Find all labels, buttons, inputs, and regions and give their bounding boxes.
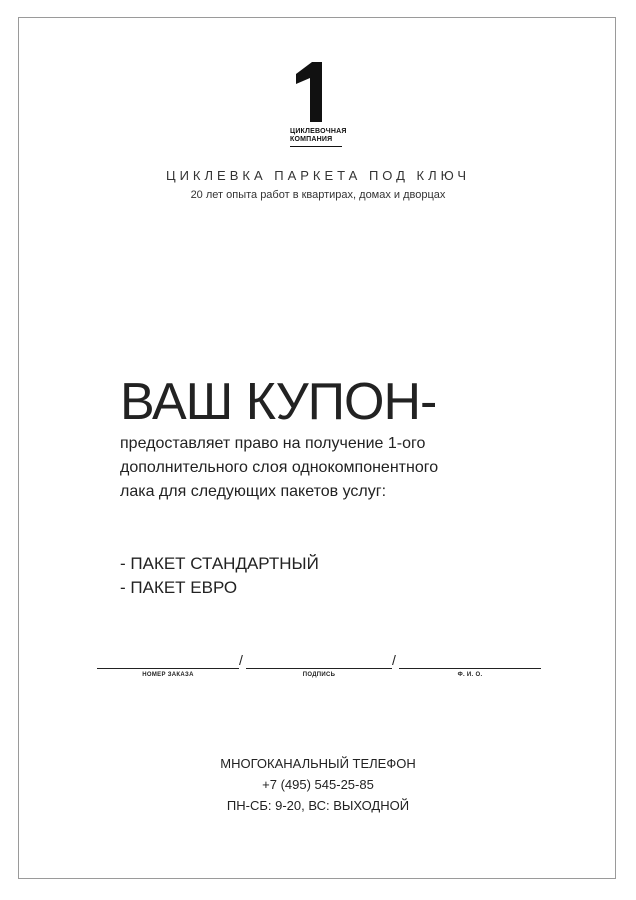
full-name-label: Ф. И. О. [457,672,483,678]
contact-block [0,753,636,816]
logo-line-1: ЦИКЛЕВОЧНАЯ [290,128,347,135]
logo-text [290,128,347,144]
signature-line[interactable] [246,654,392,669]
package-standard: - ПАКЕТ СТАНДАРТНЫЙ [120,554,319,573]
package-list [120,552,319,600]
signature-label: ПОДПИСЬ [302,672,336,678]
separator-slash-2: / [392,652,396,668]
separator-slash-1: / [239,652,243,668]
tagline-subtitle: 20 лет опыта работ в квартирах, домах и дворцах [190,189,446,201]
coupon-title: ВАШ КУПОН- [120,373,437,431]
logo-number-one-icon [288,60,328,122]
phone-title: МНОГОКАНАЛЬНЫЙ ТЕЛЕФОН [220,756,416,771]
tagline: ЦИКЛЕВКА ПАРКЕТА ПОД КЛЮЧ [165,168,471,183]
order-number-line[interactable] [97,654,239,669]
coupon-line-2: дополнительного слоя однокомпонентного [120,459,439,476]
full-name-line[interactable] [399,654,541,669]
logo-underline [290,146,342,147]
coupon-line-1: предоставляет право на получение 1-ого [120,435,426,452]
coupon-description [120,432,540,504]
company-logo [288,60,352,150]
logo-line-2: КОМПАНИЯ [290,136,333,143]
package-euro: - ПАКЕТ ЕВРО [120,578,238,597]
order-number-label: НОМЕР ЗАКАЗА [142,672,194,678]
phone-number: +7 (495) 545-25-85 [262,777,374,792]
working-hours: ПН-СБ: 9-20, ВС: ВЫХОДНОЙ [226,798,410,813]
coupon-line-3: лака для следующих пакетов услуг: [120,483,387,500]
